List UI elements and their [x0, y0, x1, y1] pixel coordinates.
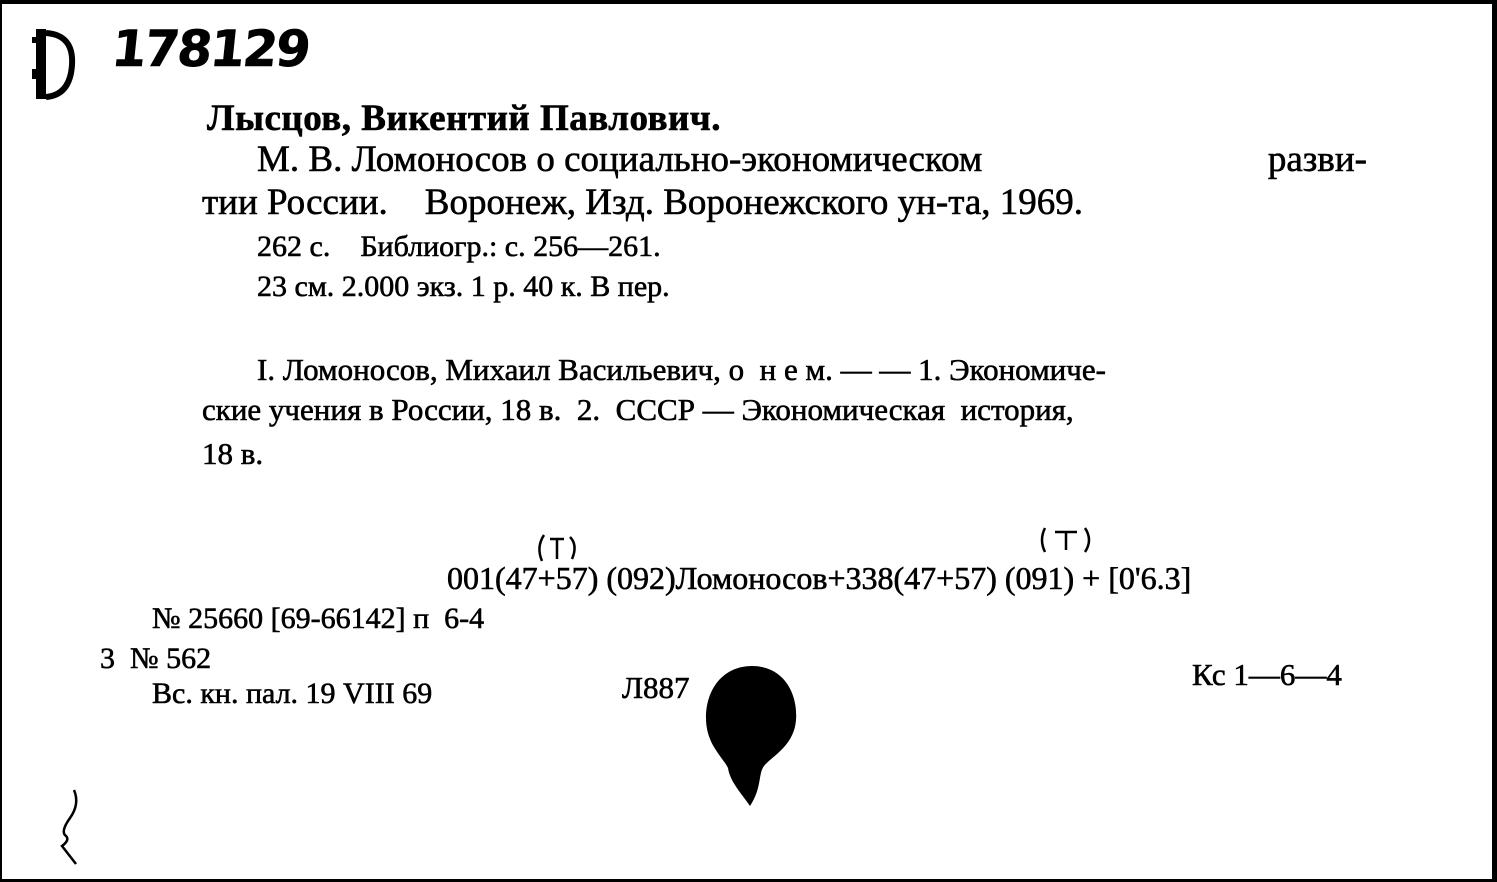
subject-line-2: ские учения в России, 18 в. 2. СССР — Экономическая история, [202, 392, 1074, 427]
title-line-2: тии России. Воронеж, Изд. Воронежского ун-та, 1969. [202, 182, 1083, 223]
title-line-1-left: М. В. Ломоносов о социально-экономическом [257, 139, 983, 180]
pages-bibliography: 262 с. Библиогр.: с. 256—261. [257, 230, 661, 263]
library-stamp-icon [32, 29, 80, 101]
handwritten-squiggle-icon [50, 786, 90, 866]
udc-classification: 001(47+57) (092)Ломоносов+338(47+57) (091) + [0'6.3] [447, 560, 1192, 596]
subject-line-1: I. Ломоносов, Михаил Васильевич, о н е м. — — 1. Экономиче- [257, 352, 1106, 387]
title-line-1-right: разви- [1267, 139, 1367, 180]
author-heading: Лысцов, Викентий Павлович. [207, 98, 721, 139]
kc-code: Кс 1—6—4 [1192, 657, 1342, 692]
handwritten-mark-icon [1037, 522, 1097, 558]
z-number: 3 № 562 [100, 642, 212, 675]
physical-description: 23 см. 2.000 экз. 1 р. 40 к. В пер. [257, 270, 670, 303]
record-number: № 25660 [69-66142] п 6-4 [152, 602, 485, 635]
print-code: Л887 [622, 670, 690, 705]
ink-blot-icon [702, 664, 802, 814]
inventory-number: 178129 [108, 20, 312, 78]
book-chamber-date: Вс. кн. пал. 19 VIII 69 [152, 677, 433, 710]
title-line-1 [257, 141, 1367, 178]
subject-line-3: 18 в. [202, 436, 264, 471]
